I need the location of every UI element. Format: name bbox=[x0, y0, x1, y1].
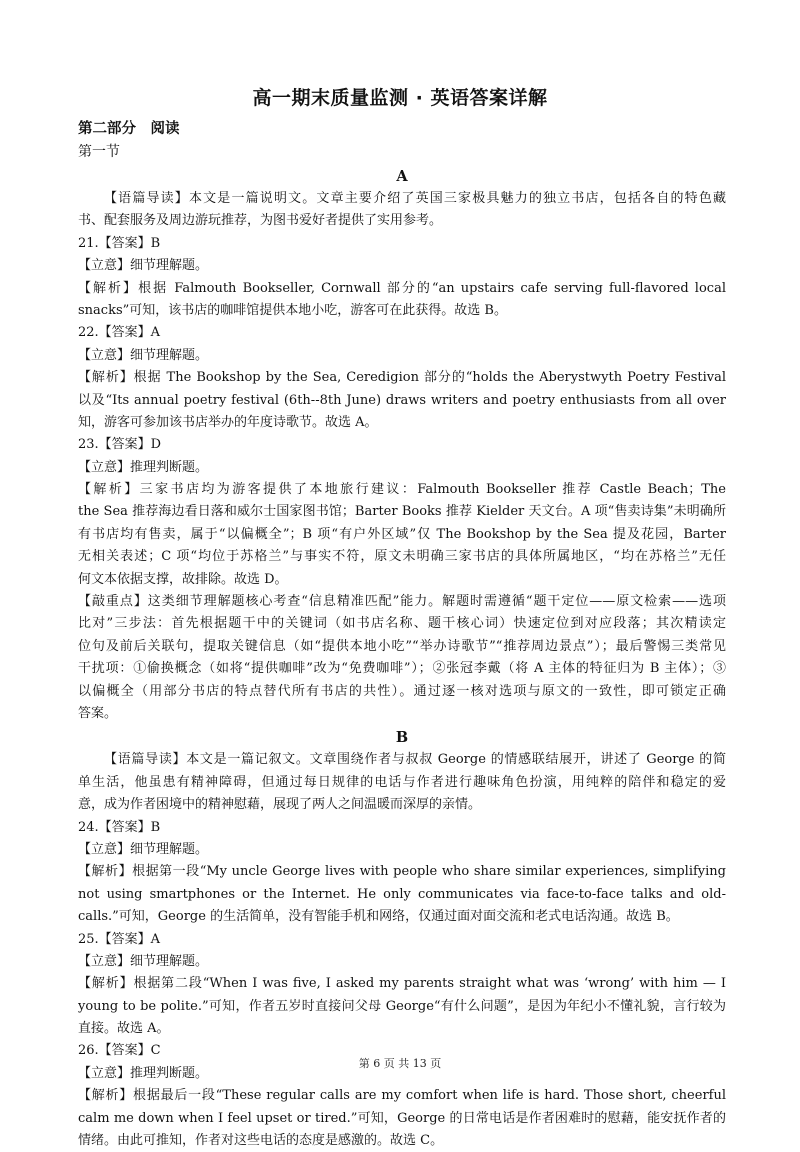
text-line: 【立意】细节理解题。 bbox=[78, 258, 209, 274]
text-line: 22.【答案】A bbox=[78, 325, 161, 341]
text-line: 【解析】根据第一段“My uncle George lives with people who share similar experiences, simplifying bbox=[78, 864, 726, 880]
text-line: 【解析】三家书店均为游客提供了本地旅行建议：Falmouth Bookseller 推荐 Castle Beach；The bbox=[78, 482, 726, 498]
text-line: not using smartphones or the Internet. He only communicates via face-to-face talks and old- bbox=[78, 886, 726, 902]
section-label: 第一节 bbox=[78, 144, 120, 160]
text-line: 【立意】细节理解题。 bbox=[78, 347, 209, 363]
text-line: the Sea 推荐海边看日落和威尔士国家图书馆；Barter Books 推荐 Kielder 天文台。A 项“售卖诗集”未明确所 bbox=[78, 504, 726, 520]
text-line: 干扰项：①偷换概念（如将“提供咖啡”改为“免费咖啡”）；②张冠李戴（将 A 主体的特征归为 B 主体）；③ bbox=[78, 661, 726, 677]
text-line: 24.【答案】B bbox=[78, 819, 161, 835]
text-line: 何文本依据支撑，故排除。故选 D。 bbox=[78, 571, 288, 587]
text-line: calls.”可知，George 的生活简单，没有智能手机和网络，仅通过面对面交流和老式电话沟通。故选 B。 bbox=[78, 909, 679, 925]
text-line: 无相关表述；C 项“均位于苏格兰”与事实不符，原文未明确三家书店的具体所属地区，“均在苏格兰”无任 bbox=[78, 549, 726, 565]
text-line: 【解析】根据第二段“When I was five, I asked my parents straight what was ‘wrong’ with him — I bbox=[78, 976, 726, 992]
text-line: 答案。 bbox=[78, 705, 118, 721]
passage-a-answers bbox=[78, 188, 726, 725]
text-line: calm me down when I feel upset or tired.”可知，George 的日常电话是作者困难时的慰藉，能安抚作者的 bbox=[78, 1110, 726, 1126]
text-line: 21.【答案】B bbox=[78, 235, 161, 251]
text-line: 23.【答案】D bbox=[78, 437, 162, 453]
text-line: 【解析】根据最后一段“These regular calls are my comfort when life is hard. Those short, cheerful bbox=[78, 1088, 726, 1104]
text-line: young to be polite.”可知，作者五岁时直接问父母 George“有什么问题”，是因为年纪小不懂礼貌，言行较为 bbox=[78, 998, 726, 1014]
passage-b-answers bbox=[78, 749, 726, 1152]
text-line: 【立意】推理判断题。 bbox=[78, 459, 209, 475]
text-line: 【语篇导读】本文是一篇记叙文。文章围绕作者与叔叔 George 的情感联结展开，讲述了 George 的简 bbox=[104, 752, 726, 768]
document-body bbox=[78, 118, 726, 1152]
text-line: snacks”可知，该书店的咖啡馆提供本地小吃，游客可在此获得。故选 B。 bbox=[78, 302, 507, 318]
text-line: 【立意】细节理解题。 bbox=[78, 953, 209, 969]
text-line: 【解析】根据 Falmouth Bookseller, Cornwall 部分的“an upstairs cafe serving full-flavored local bbox=[78, 280, 726, 296]
passage-a-heading: A bbox=[396, 168, 408, 185]
text-line: 有书店均有售卖，属于“以偏概全”；B 项“有户外区域”仅 The Bookshop by the Sea 提及花园，Barter bbox=[78, 526, 726, 542]
text-line: 【立意】推理判断题。 bbox=[78, 1065, 209, 1081]
text-line: 【语篇导读】本文是一篇说明文。文章主要介绍了英国三家极具魅力的独立书店，包括各自的特色藏 bbox=[104, 191, 726, 206]
text-line: 比对”三步法：首先根据题干中的关键词（如书店名称、题干核心词）快速定位到对应段落；其次精读定 bbox=[78, 616, 726, 632]
passage-b-heading: B bbox=[395, 729, 409, 747]
text-line: 情绪。由此可推知，作者对这些电话的态度是感激的。故选 C。 bbox=[78, 1133, 444, 1149]
text-line: 知，游客可参加该书店举办的年度诗歌节。故选 A。 bbox=[78, 414, 378, 430]
text-line: 26.【答案】C bbox=[78, 1043, 161, 1059]
part-heading: 第二部分 阅读 bbox=[78, 120, 180, 137]
text-line: 【解析】根据 The Bookshop by the Sea, Ceredigion 部分的“holds the Aberystwyth Poetry Festival bbox=[78, 370, 726, 386]
text-line: 位句及前后关联句，提取关键信息（如“提供本地小吃”“举办诗歌节”“推荐周边景点”）；最后警惕三类常见 bbox=[78, 638, 726, 654]
text-line: 以偏概全（用部分书店的特点替代所有书店的共性）。通过逐一核对选项与原文的一致性，即可锁定正确 bbox=[78, 683, 726, 699]
page-footer: 第 6 页 共 13 页 bbox=[358, 1057, 442, 1070]
text-line: 25.【答案】A bbox=[78, 931, 161, 947]
text-line: 以及“Its annual poetry festival (6th--8th June) draws writers and poetry enthusiasts from all over bbox=[78, 392, 726, 408]
text-line: 意，成为作者困境中的精神慰藉，展现了两人之间温暖而深厚的亲情。 bbox=[78, 797, 482, 813]
text-line: 【立意】细节理解题。 bbox=[78, 841, 209, 857]
page-title: 高一期末质量监测 · 英语答案详解 bbox=[252, 87, 548, 109]
text-line: 书、配套服务及周边游玩推荐，为图书爱好者提供了实用参考。 bbox=[78, 213, 443, 229]
text-line: 直接。故选 A。 bbox=[78, 1021, 170, 1037]
text-line: 单生活，他虽患有精神障碍，但通过每日规律的电话与作者进行趣味角色扮演，用纯粹的陪伴和稳定的爱 bbox=[78, 774, 726, 790]
text-line: 【敲重点】这类细节理解题核心考查“信息精准匹配”能力。解题时需遵循“题干定位——原文检索——选项 bbox=[78, 594, 726, 610]
